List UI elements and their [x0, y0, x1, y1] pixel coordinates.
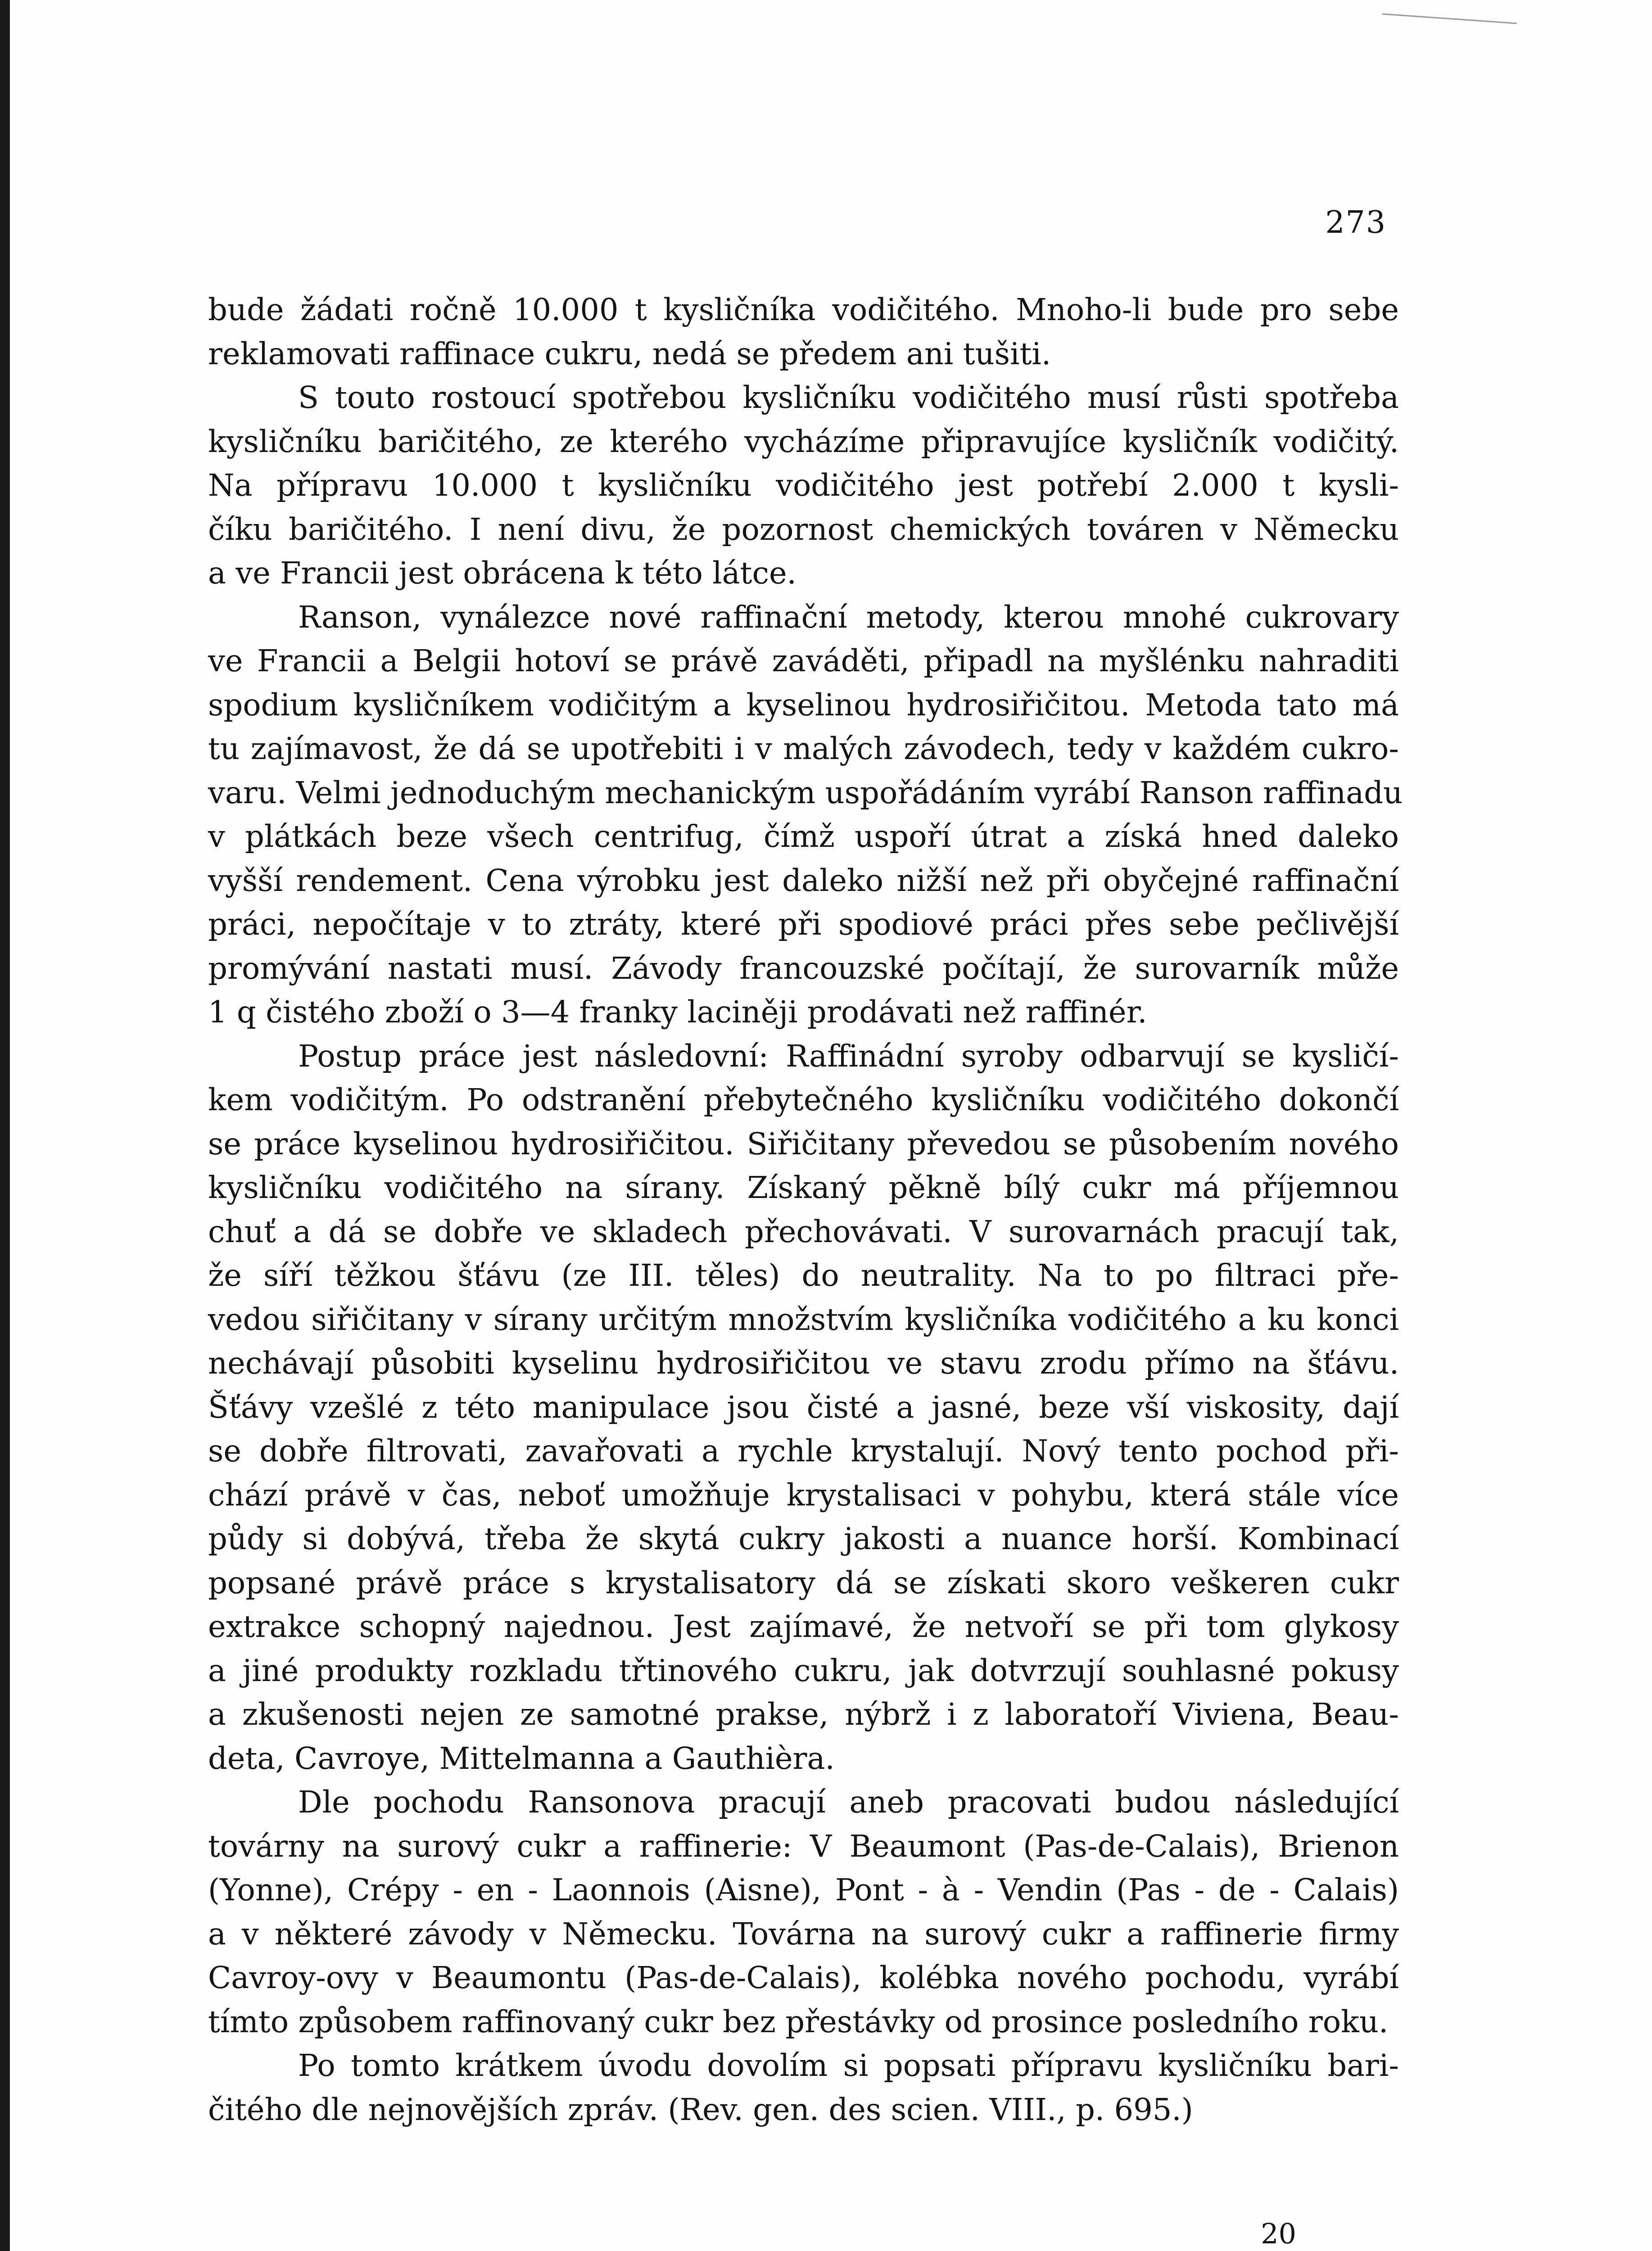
text-line: 1 q čistého zboží o 3—4 franky laciněji prodávati než raffinér.: [208, 994, 1147, 1030]
text-line: extrakce schopný najednou. Jest zajímavé, že netvoří se při tom glykosy: [208, 1609, 1399, 1644]
paragraph: [208, 1035, 1399, 1781]
text-line: reklamovati raffinace cukru, nedá se předem ani tušiti.: [208, 336, 1051, 371]
text-line: popsané právě práce s krystalisatory dá se získati skoro veškeren cukr: [208, 1565, 1399, 1600]
text-line: Cavroy-ovy v Beaumontu (Pas-de-Calais), kolébka nového pochodu, vyrábí: [208, 1960, 1399, 1995]
text-line: že síří těžkou šťávu (ze III. těles) do neutrality. Na to po filtraci pře-: [208, 1258, 1399, 1293]
text-line: Ranson, vynálezce nové raffinační metody, kterou mnohé cukrovary: [298, 599, 1399, 635]
paragraph: [208, 1781, 1399, 2044]
text-line: vedou siřičitany v sírany určitým množstvím kysličníka vodičitého a ku konci: [208, 1302, 1399, 1337]
text-line: S touto rostoucí spotřebou kysličníku vodičitého musí růsti spotřeba: [298, 380, 1399, 415]
text-line: Po tomto krátkem úvodu dovolím si popsati přípravu kysličníku bari-: [298, 2048, 1399, 2083]
text-line: a jiné produkty rozkladu třtinového cukru, jak dotvrzují souhlasné pokusy: [208, 1653, 1399, 1688]
text-line: kem vodičitým. Po odstranění přebytečného kysličníku vodičitého dokončí: [208, 1082, 1399, 1117]
text-line: Postup práce jest následovní: Raffinádní syroby odbarvují se kysličí-: [298, 1038, 1399, 1074]
text-line: práci, nepočítaje v to ztráty, které při spodiové práci přes sebe pečlivější: [208, 907, 1399, 942]
signature-mark: 20: [1261, 2217, 1296, 2250]
text-line: a v některé závody v Německu. Továrna na surový cukr a raffinerie firmy: [208, 1916, 1399, 1952]
body-text: [208, 288, 1403, 2132]
page-number: 273: [1325, 205, 1386, 240]
text-line: chuť a dá se dobře ve skladech přechovávati. V surovarnách pracují tak,: [208, 1214, 1399, 1249]
paragraph: [208, 2044, 1399, 2132]
text-line: promývání nastati musí. Závody francouzské počítají, že surovarník může: [208, 950, 1399, 986]
text-line: a ve Francii jest obrácena k této látce.: [208, 556, 797, 591]
text-line: Na přípravu 10.000 t kysličníku vodičitého jest potřebí 2.000 t kysli-: [208, 468, 1399, 503]
text-line: se práce kyselinou hydrosiřičitou. Siřičitany převedou se působením nového: [208, 1126, 1399, 1162]
text-line: nechávají působiti kyselinu hydrosiřičitou ve stavu zrodu přímo na šťávu.: [208, 1346, 1399, 1381]
text-line: a zkušenosti nejen ze samotné prakse, nýbrž i z laboratoří Viviena, Beau-: [208, 1697, 1399, 1732]
text-line: varu. Velmi jednoduchým mechanickým uspořádáním vyrábí Ranson raffinadu: [208, 775, 1403, 810]
scan-edge: [0, 0, 10, 2251]
text-line: továrny na surový cukr a raffinerie: V Beaumont (Pas-de-Calais), Brienon: [208, 1828, 1399, 1864]
paragraph: [208, 288, 1399, 376]
text-line: Dle pochodu Ransonova pracují aneb pracovati budou následující: [298, 1785, 1399, 1820]
text-line: spodium kysličníkem vodičitým a kyselinou hydrosiřičitou. Metoda tato má: [208, 687, 1399, 723]
text-line: (Yonne), Crépy - en - Laonnois (Aisne), Pont - à - Vendin (Pas - de - Calais): [208, 1872, 1399, 1907]
text-line: tu zajímavost, že dá se upotřebiti i v malých závodech, tedy v každém cukro-: [208, 731, 1399, 766]
text-line: kysličníku vodičitého na sírany. Získaný pěkně bílý cukr má příjemnou: [208, 1170, 1399, 1205]
document-page: [10, 0, 1652, 2251]
text-line: v plátkách beze všech centrifug, čímž uspoří útrat a získá hned daleko: [208, 819, 1399, 854]
text-line: se dobře filtrovati, zavařovati a rychle krystalují. Nový tento pochod při-: [208, 1433, 1399, 1469]
text-line: chází právě v čas, neboť umožňuje krystalisaci v pohybu, která stále více: [208, 1477, 1399, 1513]
text-line: půdy si dobývá, třeba že skytá cukry jakosti a nuance horší. Kombinací: [208, 1521, 1399, 1556]
text-line: deta, Cavroye, Mittelmanna a Gauthièra.: [208, 1740, 835, 1776]
text-line: Šťávy vzešlé z této manipulace jsou čisté a jasné, beze vší viskosity, dají: [208, 1389, 1399, 1425]
text-line: číku baričitého. I není divu, že pozornost chemických továren v Německu: [208, 511, 1399, 547]
text-line: čitého dle nejnovějších zpráv. (Rev. gen. des scien. VIII., p. 695.): [208, 2092, 1193, 2127]
text-line: bude žádati ročně 10.000 t kysličníka vodičitého. Mnoho-li bude pro sebe: [208, 292, 1399, 327]
text-line: ve Francii a Belgii hotoví se právě zaváděti, připadl na myšlénku nahraditi: [208, 643, 1399, 678]
paragraph: [208, 596, 1403, 1035]
text-line: vyšší rendement. Cena výrobku jest daleko nižší než při obyčejné raffinační: [208, 863, 1399, 898]
paragraph: [208, 376, 1399, 596]
corner-mark: [1382, 14, 1517, 27]
text-line: tímto způsobem raffinovaný cukr bez přestávky od prosince posledního roku.: [208, 2004, 1389, 2039]
text-line: kysličníku baričitého, ze kterého vycházíme připravujíce kysličník vodičitý.: [208, 424, 1399, 459]
